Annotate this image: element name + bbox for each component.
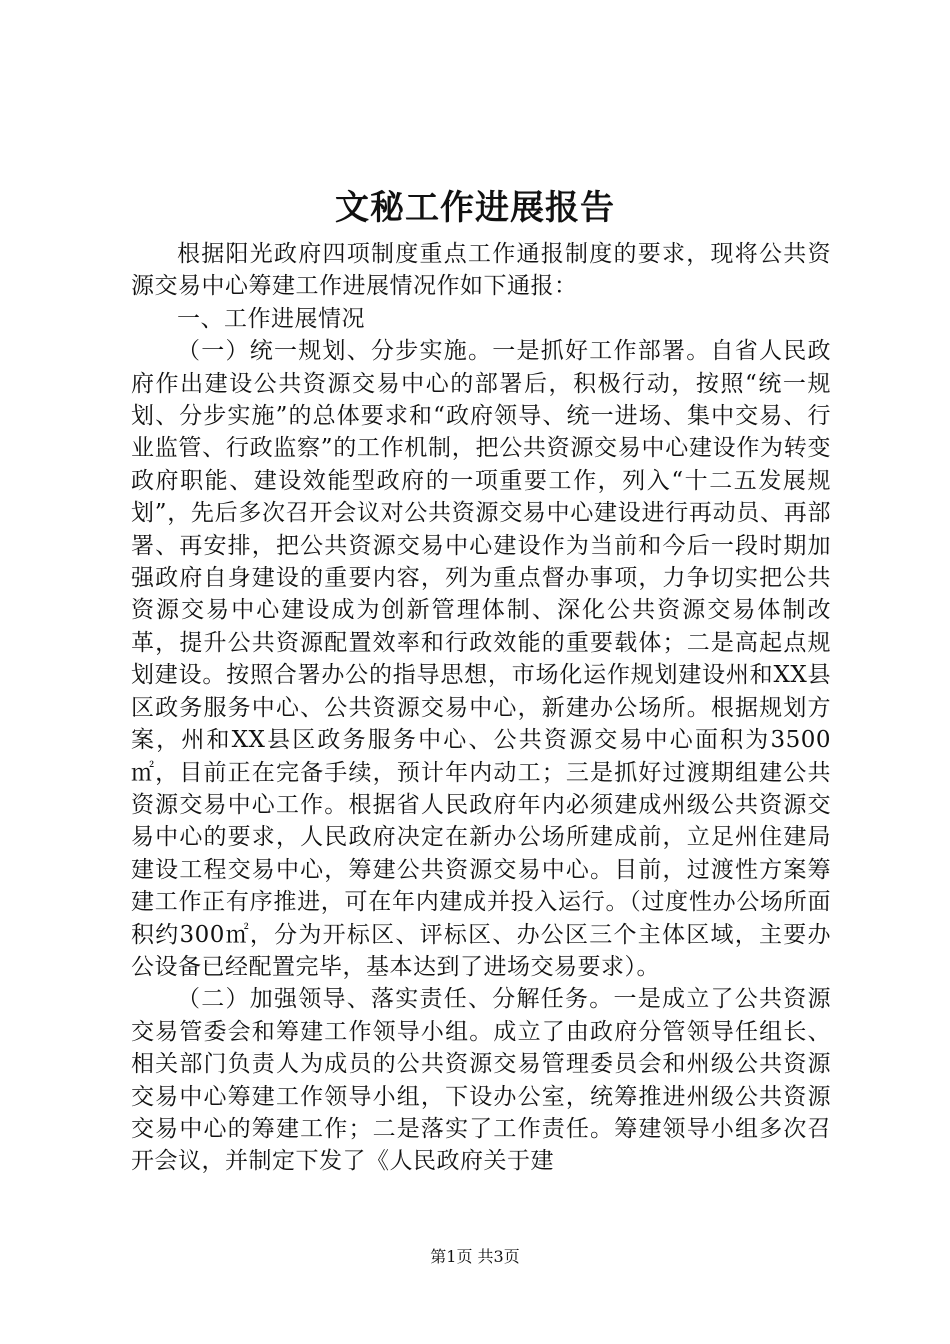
- document-body: [131, 238, 831, 1178]
- page-footer: 第1页 共3页: [430, 1247, 520, 1266]
- body-paragraph: （二）加强领导、落实责任、分解任务。一是成立了公共资源交易管委会和筹建工作领导小组。成立了由政府分管领导任组长、相关部门负责人为成员的公共资源交易管理委员会和州级公共资源交易中心筹建工作领导小组，下设办公室，统筹推进州级公共资源交易中心的筹建工作；二是落实了工作责任。筹建领导小组多次召开会议，并制定下发了《人民政府关于建: [131, 986, 831, 1175]
- intro-paragraph: 根据阳光政府四项制度重点工作通报制度的要求，现将公共资源交易中心筹建工作进展情况作如下通报：: [131, 241, 831, 300]
- document-title: 文秘工作进展报告: [335, 188, 615, 228]
- section-heading: 一、工作进展情况: [177, 305, 365, 332]
- body-paragraph: （一）统一规划、分步实施。一是抓好工作部署。自省人民政府作出建设公共资源交易中心的部署后，积极行动，按照“统一规划、分步实施”的总体要求和“政府领导、统一进场、集中交易、行业监管、行政监察”的工作机制，把公共资源交易中心建设作为转变政府职能、建设效能型政府的一项重要工作，列入“十二五发展规划”，先后多次召开会议对公共资源交易中心建设进行再动员、再部署、再安排，把公共资源交易中心建设作为当前和今后一段时期加强政府自身建设的重要内容，列为重点督办事项，力争切实把公共资源交易中心建设成为创新管理体制、深化公共资源交易体制改革，提升公共资源配置效率和行政效能的重要载体；二是高起点规划建设。按照合署办公的指导思想，市场化运作规划建设州和XX县区政务服务中心、公共资源交易中心，新建办公场所。根据规划方案，州和XX县区政务服务中心、公共资源交易中心面积为3500㎡，目前正在完备手续，预计年内动工；三是抓好过渡期组建公共资源交易中心工作。根据省人民政府年内必须建成州级公共资源交易中心的要求，人民政府决定在新办公场所建成前，立足州住建局建设工程交易中心，筹建公共资源交易中心。目前，过渡性方案筹建工作正有序推进，可在年内建成并投入运行。（过度性办公场所面积约300㎡，分为开标区、评标区、办公区三个主体区域，主要办公设备已经配置完毕，基本达到了进场交易要求）。: [131, 338, 831, 980]
